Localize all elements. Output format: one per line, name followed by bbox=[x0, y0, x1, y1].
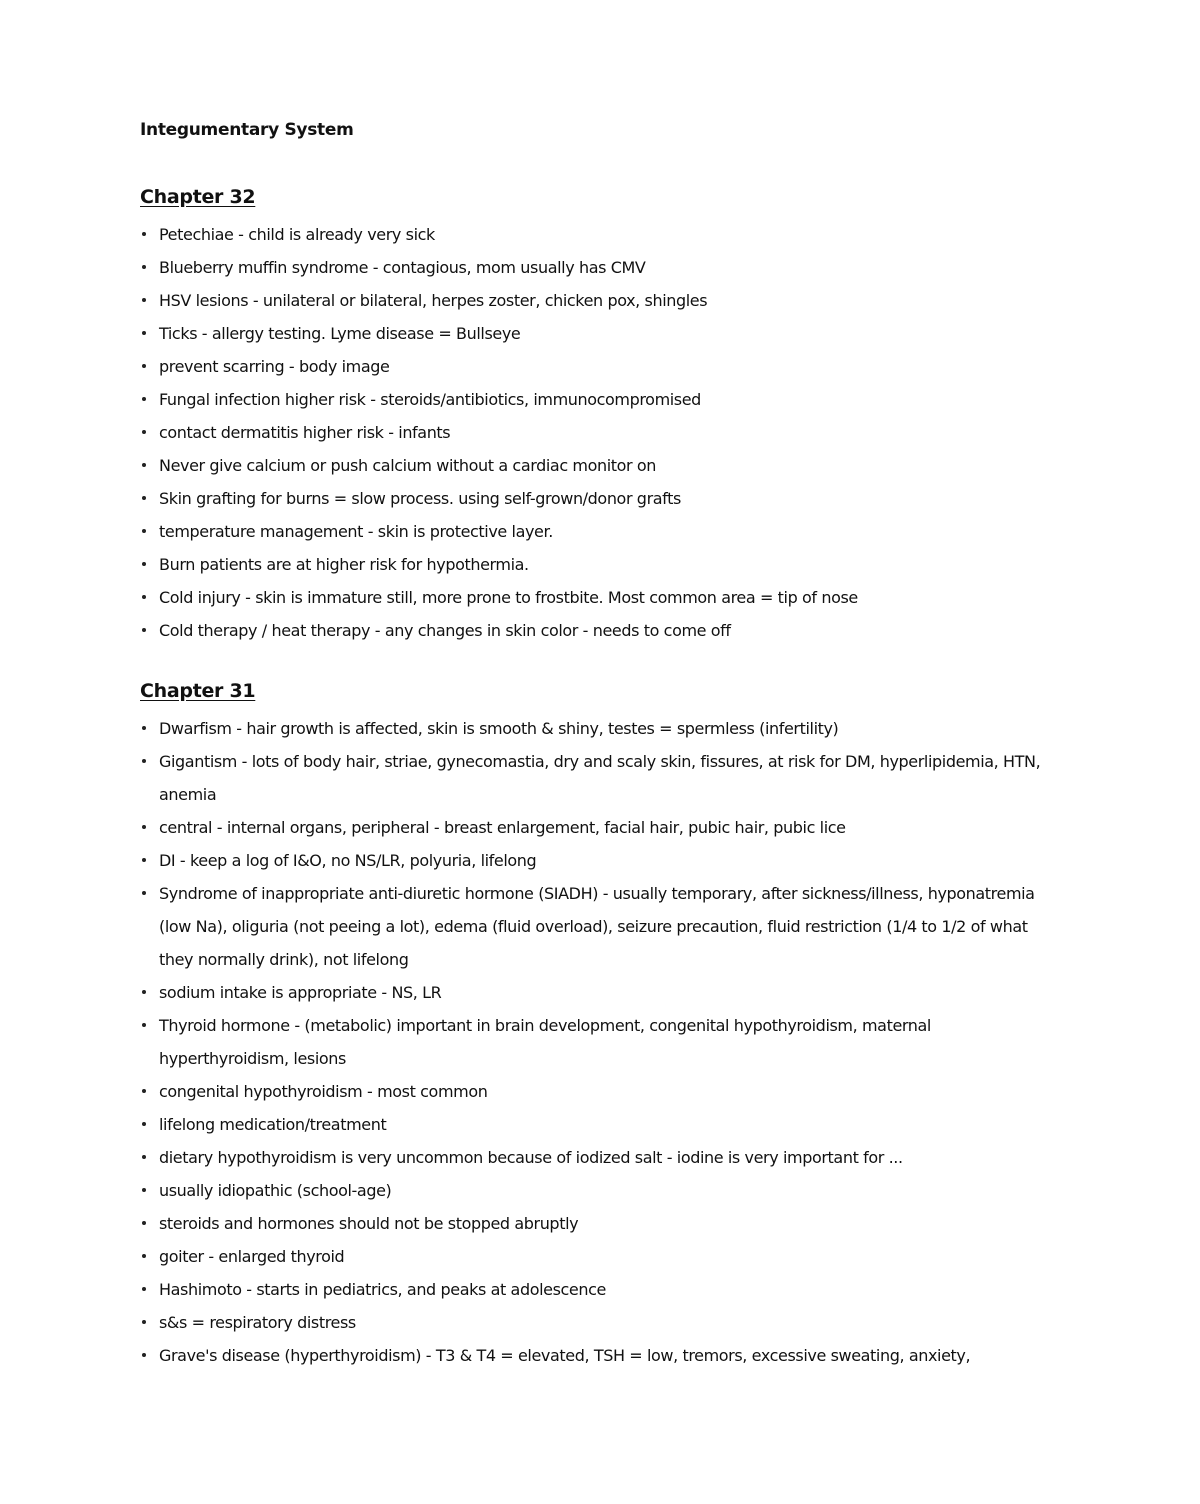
bullet-dot-icon bbox=[142, 759, 146, 763]
bullet-dot-icon bbox=[142, 726, 146, 730]
bullet-dot-icon bbox=[142, 496, 146, 500]
bullet-text: contact dermatitis higher risk - infants bbox=[159, 423, 451, 442]
chapter-31-bullet-list bbox=[140, 712, 1060, 1372]
bullet-text: steroids and hormones should not be stopped abruptly bbox=[159, 1214, 579, 1233]
bullet-text: Skin grafting for burns = slow process. using self-grown/donor grafts bbox=[159, 489, 681, 508]
bullet-text: dietary hypothyroidism is very uncommon because of iodized salt - iodine is very important for ... bbox=[159, 1148, 903, 1167]
bullet-dot-icon bbox=[142, 1221, 146, 1225]
bullet-text: goiter - enlarged thyroid bbox=[159, 1247, 345, 1266]
bullet-dot-icon bbox=[142, 463, 146, 467]
bullet-item bbox=[140, 1273, 1060, 1306]
bullet-dot-icon bbox=[142, 858, 146, 862]
bullet-item bbox=[140, 1240, 1060, 1273]
document-title: Integumentary System bbox=[140, 120, 354, 140]
bullet-text: Gigantism - lots of body hair, striae, gynecomastia, dry and scaly skin, fissures, at risk for DM, hyperlipidemia, HTN, anemia bbox=[159, 752, 1041, 804]
bullet-item bbox=[140, 548, 1060, 581]
bullet-text: congenital hypothyroidism - most common bbox=[159, 1082, 488, 1101]
bullet-text: Blueberry muffin syndrome - contagious, mom usually has CMV bbox=[159, 258, 646, 277]
bullet-dot-icon bbox=[142, 595, 146, 599]
bullet-item bbox=[140, 383, 1060, 416]
bullet-item bbox=[140, 976, 1060, 1009]
bullet-dot-icon bbox=[142, 529, 146, 533]
bullet-dot-icon bbox=[142, 298, 146, 302]
bullet-text: Cold injury - skin is immature still, more prone to frostbite. Most common area = tip of nose bbox=[159, 588, 858, 607]
bullet-text: Hashimoto - starts in pediatrics, and peaks at adolescence bbox=[159, 1280, 606, 1299]
bullet-dot-icon bbox=[142, 1089, 146, 1093]
bullet-text: Grave's disease (hyperthyroidism) - T3 & T4 = elevated, TSH = low, tremors, excessive sweating, anxiety, bbox=[159, 1346, 971, 1365]
bullet-item bbox=[140, 581, 1060, 614]
bullet-dot-icon bbox=[142, 1254, 146, 1258]
bullet-item bbox=[140, 745, 1060, 811]
bullet-item bbox=[140, 614, 1060, 647]
bullet-dot-icon bbox=[142, 1353, 146, 1357]
bullet-text: Never give calcium or push calcium without a cardiac monitor on bbox=[159, 456, 657, 475]
bullet-text: DI - keep a log of I&O, no NS/LR, polyuria, lifelong bbox=[159, 851, 537, 870]
bullet-dot-icon bbox=[142, 1023, 146, 1027]
bullet-item bbox=[140, 317, 1060, 350]
bullet-dot-icon bbox=[142, 1287, 146, 1291]
chapter-32-bullet-list bbox=[140, 218, 1060, 647]
bullet-item bbox=[140, 1207, 1060, 1240]
bullet-item bbox=[140, 515, 1060, 548]
bullet-item bbox=[140, 1009, 1060, 1075]
bullet-text: usually idiopathic (school-age) bbox=[159, 1181, 392, 1200]
bullet-item bbox=[140, 1174, 1060, 1207]
bullet-dot-icon bbox=[142, 628, 146, 632]
bullet-item bbox=[140, 811, 1060, 844]
bullet-dot-icon bbox=[142, 430, 146, 434]
bullet-dot-icon bbox=[142, 1155, 146, 1159]
bullet-item bbox=[140, 1339, 1060, 1372]
bullet-item bbox=[140, 482, 1060, 515]
bullet-text: temperature management - skin is protective layer. bbox=[159, 522, 553, 541]
bullet-item bbox=[140, 1141, 1060, 1174]
bullet-item bbox=[140, 844, 1060, 877]
bullet-dot-icon bbox=[142, 232, 146, 236]
bullet-item bbox=[140, 416, 1060, 449]
bullet-text: Burn patients are at higher risk for hypothermia. bbox=[159, 555, 529, 574]
bullet-item bbox=[140, 251, 1060, 284]
bullet-text: central - internal organs, peripheral - breast enlargement, facial hair, pubic hair, pubic lice bbox=[159, 818, 846, 837]
bullet-text: Fungal infection higher risk - steroids/antibiotics, immunocompromised bbox=[159, 390, 701, 409]
bullet-text: Thyroid hormone - (metabolic) important in brain development, congenital hypothyroidism, maternal hyperthyroidism, lesions bbox=[159, 1016, 931, 1068]
bullet-item bbox=[140, 1108, 1060, 1141]
bullet-text: Dwarfism - hair growth is affected, skin is smooth & shiny, testes = spermless (infertility) bbox=[159, 719, 839, 738]
bullet-text: s&s = respiratory distress bbox=[159, 1313, 356, 1332]
bullet-dot-icon bbox=[142, 265, 146, 269]
bullet-dot-icon bbox=[142, 825, 146, 829]
bullet-text: HSV lesions - unilateral or bilateral, herpes zoster, chicken pox, shingles bbox=[159, 291, 708, 310]
bullet-dot-icon bbox=[142, 1122, 146, 1126]
bullet-dot-icon bbox=[142, 1188, 146, 1192]
bullet-text: prevent scarring - body image bbox=[159, 357, 390, 376]
bullet-text: Syndrome of inappropriate anti-diuretic hormone (SIADH) - usually temporary, after sickness/illness, hyponatremia (low Na), oliguria (not peeing a lot), edema (fluid overload), seizure precaution, fluid restriction (1/4 to 1/2 of what they normally drink), not lifelong bbox=[159, 884, 1035, 969]
bullet-item bbox=[140, 284, 1060, 317]
bullet-text: sodium intake is appropriate - NS, LR bbox=[159, 983, 442, 1002]
bullet-item bbox=[140, 1306, 1060, 1339]
bullet-item bbox=[140, 712, 1060, 745]
chapter-31-heading: Chapter 31 bbox=[140, 680, 256, 702]
bullet-text: Ticks - allergy testing. Lyme disease = Bullseye bbox=[159, 324, 521, 343]
chapter-32-heading: Chapter 32 bbox=[140, 186, 256, 208]
bullet-text: Petechiae - child is already very sick bbox=[159, 225, 435, 244]
bullet-item bbox=[140, 218, 1060, 251]
bullet-dot-icon bbox=[142, 364, 146, 368]
bullet-item bbox=[140, 350, 1060, 383]
bullet-dot-icon bbox=[142, 1320, 146, 1324]
bullet-item bbox=[140, 449, 1060, 482]
bullet-dot-icon bbox=[142, 397, 146, 401]
bullet-item bbox=[140, 1075, 1060, 1108]
bullet-dot-icon bbox=[142, 562, 146, 566]
bullet-dot-icon bbox=[142, 331, 146, 335]
bullet-item bbox=[140, 877, 1060, 976]
bullet-dot-icon bbox=[142, 891, 146, 895]
bullet-text: Cold therapy / heat therapy - any changes in skin color - needs to come off bbox=[159, 621, 731, 640]
bullet-dot-icon bbox=[142, 990, 146, 994]
bullet-text: lifelong medication/treatment bbox=[159, 1115, 387, 1134]
